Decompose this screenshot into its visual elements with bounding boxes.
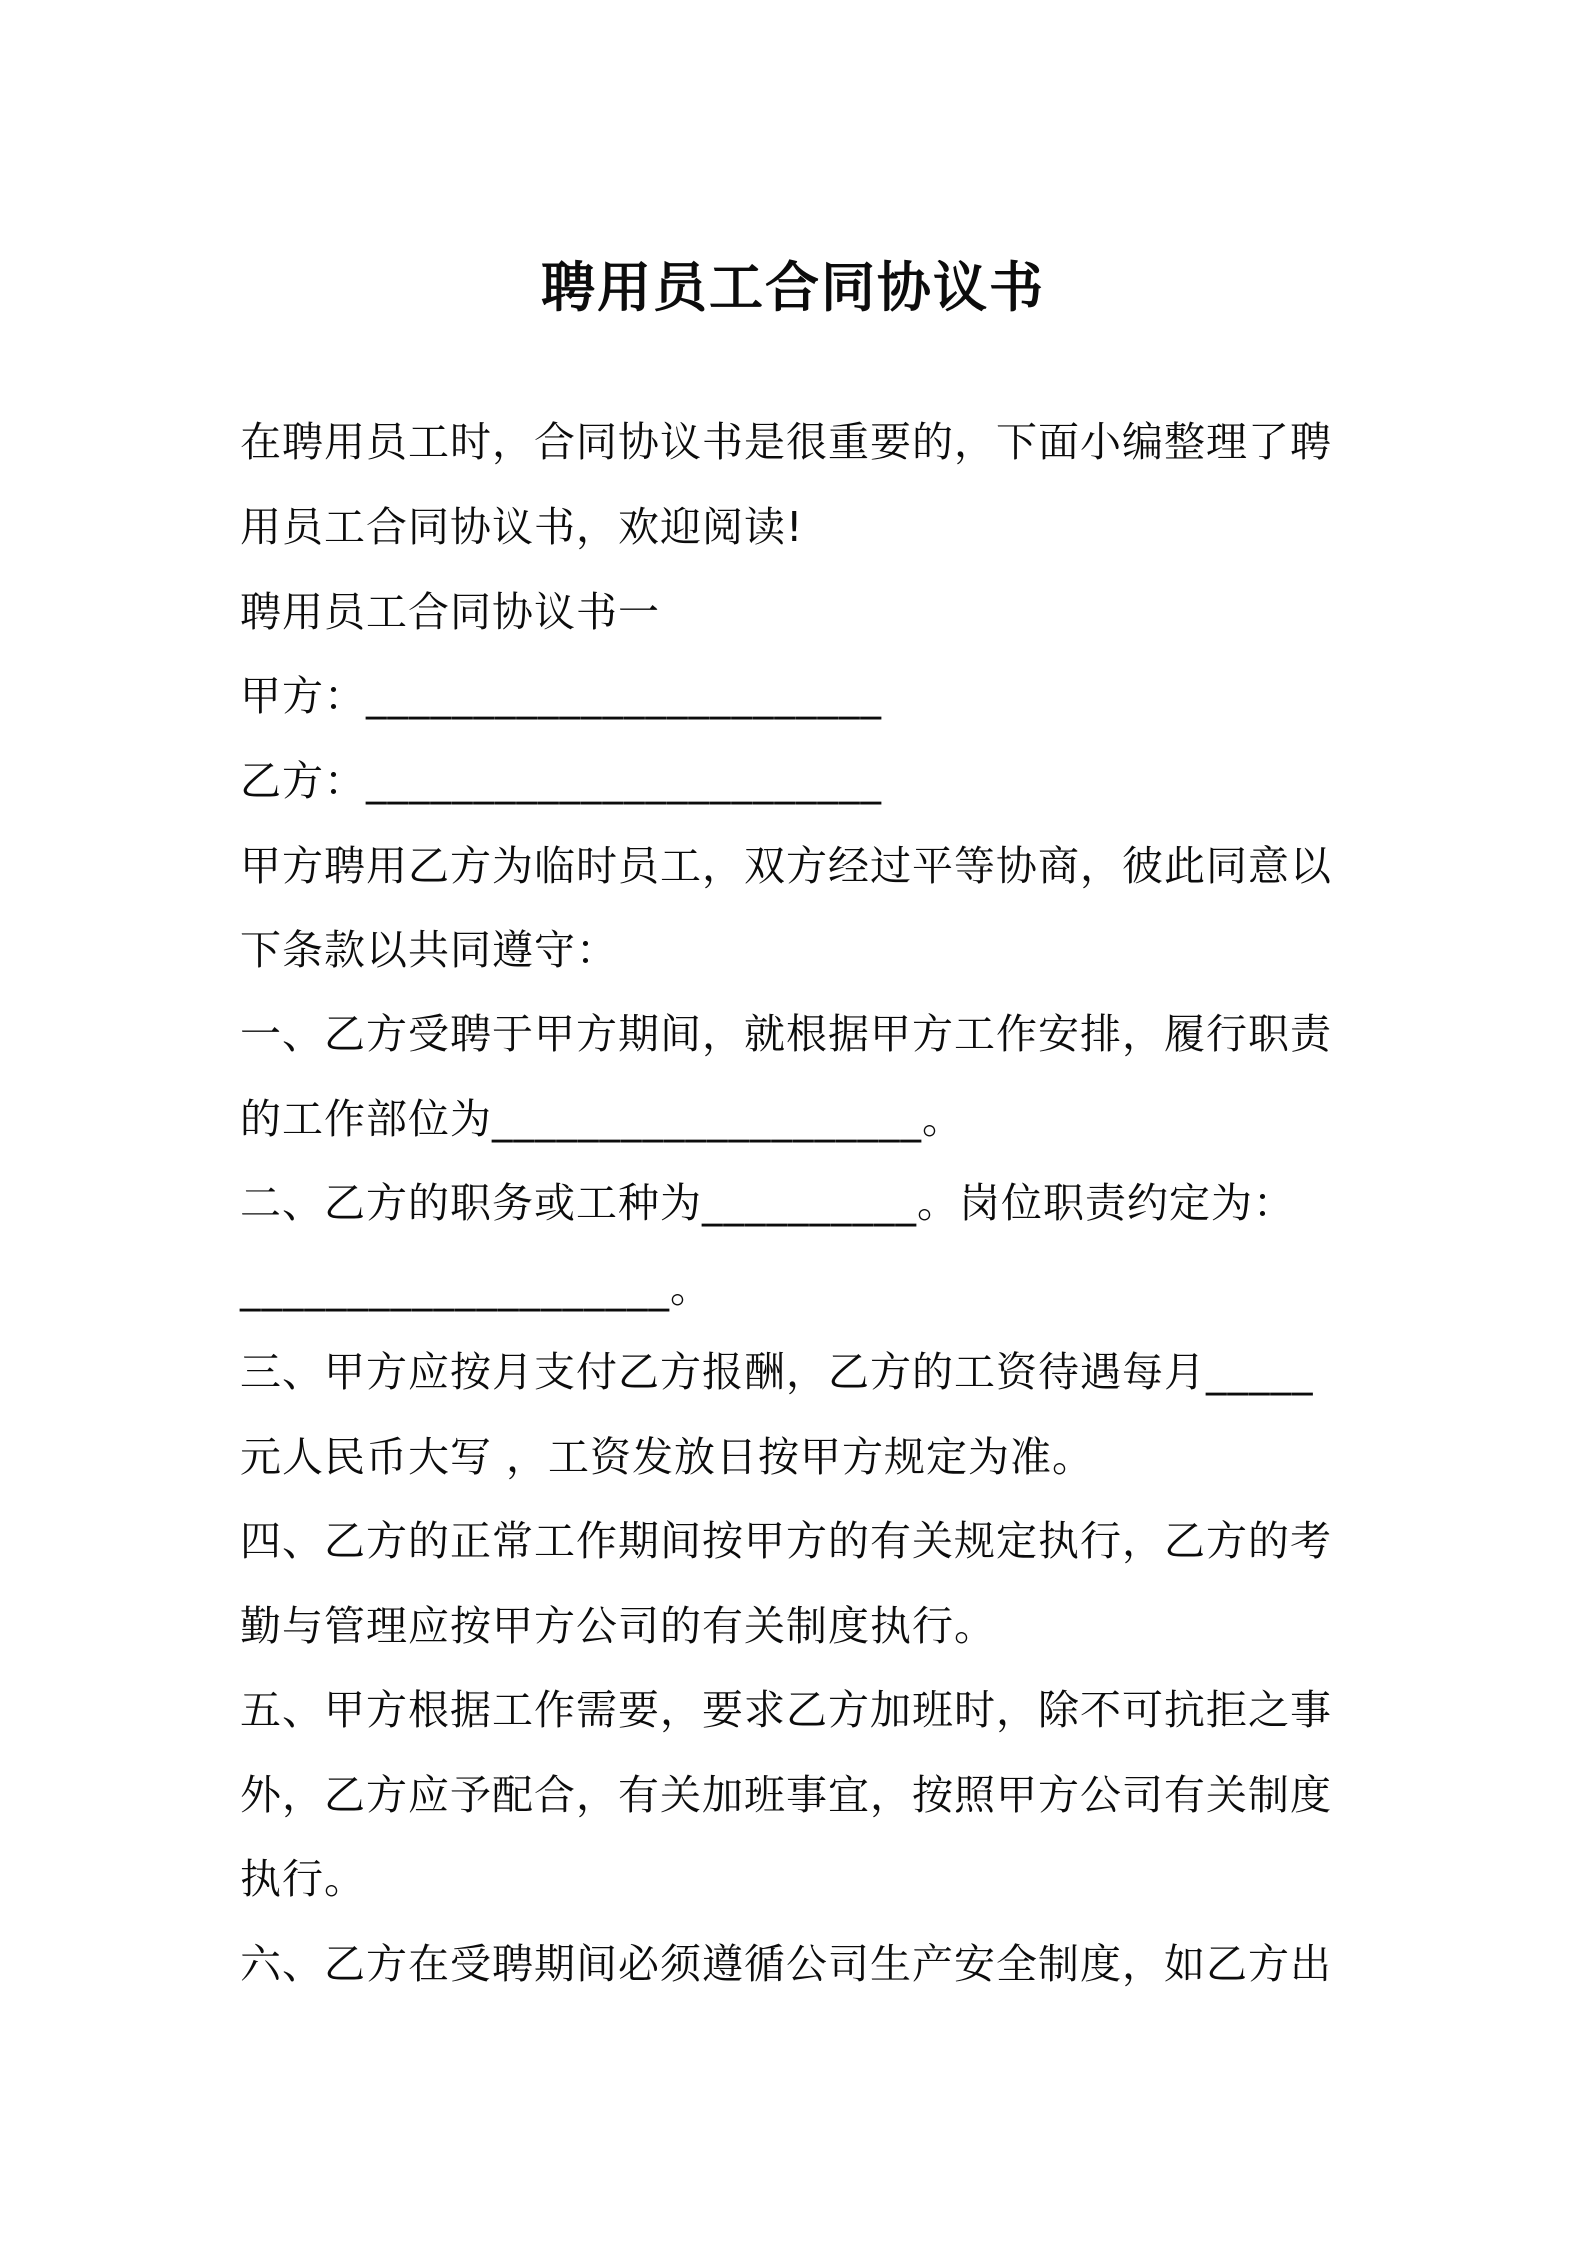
text-line: 甲方聘用乙方为临时员工，双方经过平等协商，彼此同意以 — [240, 842, 1332, 890]
text-line: 甲方：________________________ — [240, 672, 882, 720]
text-line: 用员工合同协议书，欢迎阅读! — [240, 503, 804, 551]
text-line: 外，乙方应予配合，有关加班事宜，按照甲方公司有关制度 — [240, 1771, 1332, 1819]
text-line: 元人民币大写 ，工资发放日按甲方规定为准。 — [240, 1433, 1095, 1481]
text-line: 在聘用员工时，合同协议书是很重要的，下面小编整理了聘 — [240, 418, 1332, 466]
text-line: 下条款以共同遵守： — [240, 926, 618, 974]
text-line: 二、乙方的职务或工种为__________。岗位职责约定为： — [240, 1179, 1295, 1227]
text-line: 五、甲方根据工作需要，要求乙方加班时，除不可抗拒之事 — [240, 1686, 1332, 1734]
text-line: 一、乙方受聘于甲方期间，就根据甲方工作安排，履行职责 — [240, 1010, 1332, 1058]
document-title: 聘用员工合同协议书 — [541, 256, 1045, 319]
text-line: 乙方：________________________ — [240, 757, 882, 805]
text-line: 三、甲方应按月支付乙方报酬，乙方的工资待遇每月_____ — [240, 1348, 1314, 1396]
text-line: 勤与管理应按甲方公司的有关制度执行。 — [240, 1602, 996, 1650]
text-line: 的工作部位为____________________。 — [240, 1095, 964, 1143]
text-line: 四、乙方的正常工作期间按甲方的有关规定执行，乙方的考 — [240, 1517, 1332, 1565]
text-line: ____________________。 — [240, 1264, 712, 1312]
text-line: 执行。 — [240, 1855, 366, 1903]
text-line: 六、乙方在受聘期间必须遵循公司生产安全制度，如乙方出 — [240, 1940, 1332, 1988]
text-line: 聘用员工合同协议书一 — [240, 588, 660, 636]
